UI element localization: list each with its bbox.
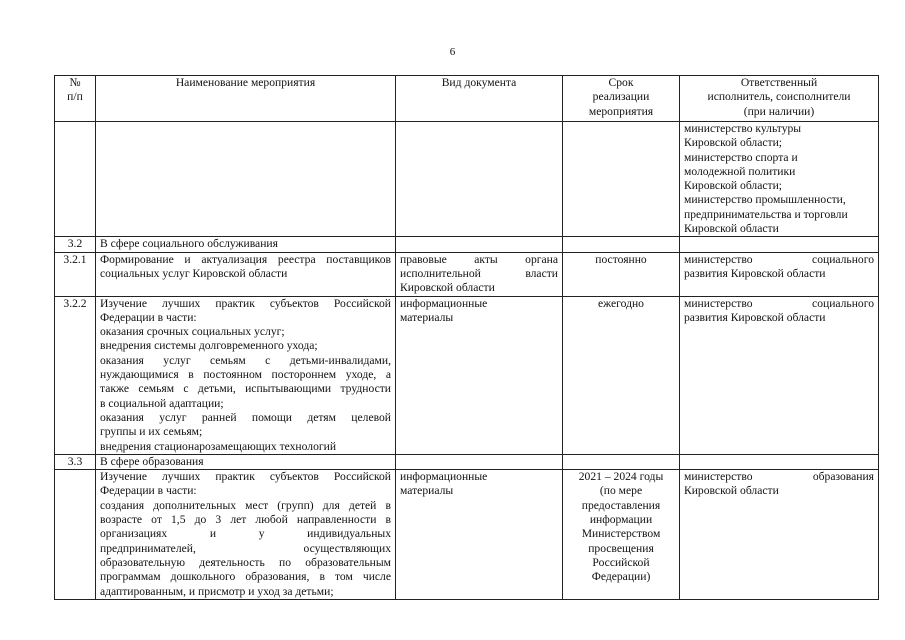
- event-name-line: в социальной адаптации;: [100, 396, 224, 410]
- responsible-line: Кировской области: [684, 484, 779, 498]
- cell-document-type: [396, 296, 563, 454]
- document-type-line: Кировской области: [400, 281, 495, 295]
- event-name-line: программам дошкольного образования, в том числе: [100, 570, 391, 584]
- cell-responsible: [680, 454, 879, 469]
- event-name-line: нуждающимися в постоянном постороннем уходе, а: [100, 368, 391, 382]
- event-name-line: оказания услуг ранней помощи детям целевой: [100, 410, 391, 424]
- deadline-line: информации: [589, 513, 653, 527]
- section-row-3-3: [55, 454, 879, 469]
- cell-number: 3.2.2: [55, 296, 96, 454]
- cell-number: [55, 122, 96, 237]
- document-type-line: информационные: [400, 470, 488, 484]
- header-responsible-line: (при наличии): [743, 104, 815, 118]
- table-row-3-3-education: [55, 470, 879, 600]
- responsible-line: министерство социального: [684, 252, 874, 266]
- header-deadline-line: реализации: [592, 90, 650, 104]
- event-name-line: внедрения стационарозамещающих технологий: [100, 439, 337, 453]
- event-name-line: оказания срочных социальных услуг;: [100, 325, 285, 339]
- cell-document-type: [396, 470, 563, 600]
- cell-responsible: [680, 252, 879, 296]
- header-number-line: п/п: [67, 90, 83, 104]
- deadline-line: Министерством: [581, 527, 661, 541]
- cell-deadline: [563, 454, 680, 469]
- event-name-line: Федерации в части:: [100, 310, 197, 324]
- document-type-line: материалы: [400, 484, 454, 498]
- cell-event-name: [96, 470, 396, 600]
- event-name-line: социальных услуг Кировской области: [100, 266, 288, 280]
- document-type-line: исполнительной власти: [400, 266, 558, 280]
- header-number-line: №: [69, 76, 81, 89]
- responsible-line: министерство промышленности,: [684, 193, 846, 207]
- header-document-type: Вид документа: [396, 76, 563, 122]
- responsible-line: развития Кировской области: [684, 310, 826, 324]
- document-type-line: правовые акты органа: [400, 252, 558, 266]
- cell-deadline: [563, 470, 680, 600]
- table-row-3-2-2: [55, 296, 879, 454]
- event-name-line: оказания услуг семьям с детьми-инвалидами,: [100, 353, 391, 367]
- event-name-line: внедрения системы долговременного ухода;: [100, 339, 318, 353]
- event-name-line: Федерации в части:: [100, 484, 197, 498]
- responsible-line: министерство образования: [684, 470, 874, 484]
- cell-deadline: постоянно: [563, 252, 680, 296]
- table-header-row: [55, 76, 879, 122]
- event-name-line: создания дополнительных мест (групп) для детей в: [100, 498, 391, 512]
- section-title: В сфере социального обслуживания: [96, 237, 396, 252]
- event-name-line: организациях и у индивидуальных: [100, 527, 391, 541]
- responsible-line: министерство культуры: [684, 122, 802, 135]
- page-number: 6: [449, 46, 456, 58]
- section-row-3-2: [55, 237, 879, 252]
- deadline-line: предоставления: [581, 498, 661, 512]
- deadline-line: (по мере: [599, 484, 643, 498]
- section-title: В сфере образования: [96, 454, 396, 469]
- cell-deadline: [563, 237, 680, 252]
- event-name-line: Изучение лучших практик субъектов Российской: [100, 296, 391, 310]
- section-number: 3.2: [55, 237, 96, 252]
- cell-event-name: [96, 296, 396, 454]
- table-row-3-2-1: [55, 252, 879, 296]
- cell-deadline: ежегодно: [563, 296, 680, 454]
- responsible-line: Кировской области;: [684, 179, 783, 193]
- responsible-line: министерство социального: [684, 296, 874, 310]
- document-type-line: информационные: [400, 296, 488, 310]
- responsible-line: молодежной политики: [684, 164, 796, 178]
- responsible-line: развития Кировской области: [684, 266, 826, 280]
- header-deadline: [563, 76, 680, 122]
- cell-document-type: [396, 122, 563, 237]
- event-name-line: Формирование и актуализация реестра поставщиков: [100, 252, 391, 266]
- event-name-line: адаптированным, и присмотр и уход за детьми;: [100, 584, 334, 598]
- event-name-line: Изучение лучших практик субъектов Российской: [100, 470, 391, 484]
- header-responsible: [680, 76, 879, 122]
- event-name-line: образовательную деятельность по образовательным: [100, 555, 391, 569]
- document-type-line: материалы: [400, 310, 454, 324]
- deadline-line: Федерации): [591, 570, 651, 584]
- responsible-line: Кировской области: [684, 222, 779, 236]
- header-deadline-line: Срок: [608, 76, 634, 89]
- header-responsible-line: исполнитель, соисполнители: [707, 90, 851, 104]
- deadline-line: Российской: [592, 555, 650, 569]
- header-deadline-line: мероприятия: [588, 104, 654, 118]
- cell-document-type: [396, 237, 563, 252]
- header-event-name: Наименование мероприятия: [96, 76, 396, 122]
- cell-document-type: [396, 252, 563, 296]
- cell-number: 3.2.1: [55, 252, 96, 296]
- deadline-line: просвещения: [588, 541, 654, 555]
- table-row-continuation: [55, 122, 879, 237]
- cell-responsible: [680, 470, 879, 600]
- deadline-line: 2021 – 2024 годы: [578, 470, 664, 484]
- event-name-line: группы и их семьям;: [100, 425, 203, 439]
- events-table: [54, 75, 879, 600]
- responsible-line: министерство спорта и: [684, 150, 798, 164]
- cell-deadline: [563, 122, 680, 237]
- cell-event-name: [96, 122, 396, 237]
- cell-document-type: [396, 454, 563, 469]
- responsible-line: Кировской области;: [684, 136, 783, 150]
- header-number: [55, 76, 96, 122]
- event-name-line: возрасте от 1,5 до 3 лет любой направленности в: [100, 513, 391, 527]
- responsible-line: предпринимательства и торговли: [684, 207, 848, 221]
- section-number: 3.3: [55, 454, 96, 469]
- cell-responsible: [680, 122, 879, 237]
- event-name-line: предпринимателей, осуществляющих: [100, 541, 391, 555]
- cell-responsible: [680, 237, 879, 252]
- cell-number: [55, 470, 96, 600]
- header-responsible-line: Ответственный: [740, 76, 818, 89]
- cell-responsible: [680, 296, 879, 454]
- event-name-line: также семьям с детьми, испытывающими трудности: [100, 382, 391, 396]
- cell-event-name: [96, 252, 396, 296]
